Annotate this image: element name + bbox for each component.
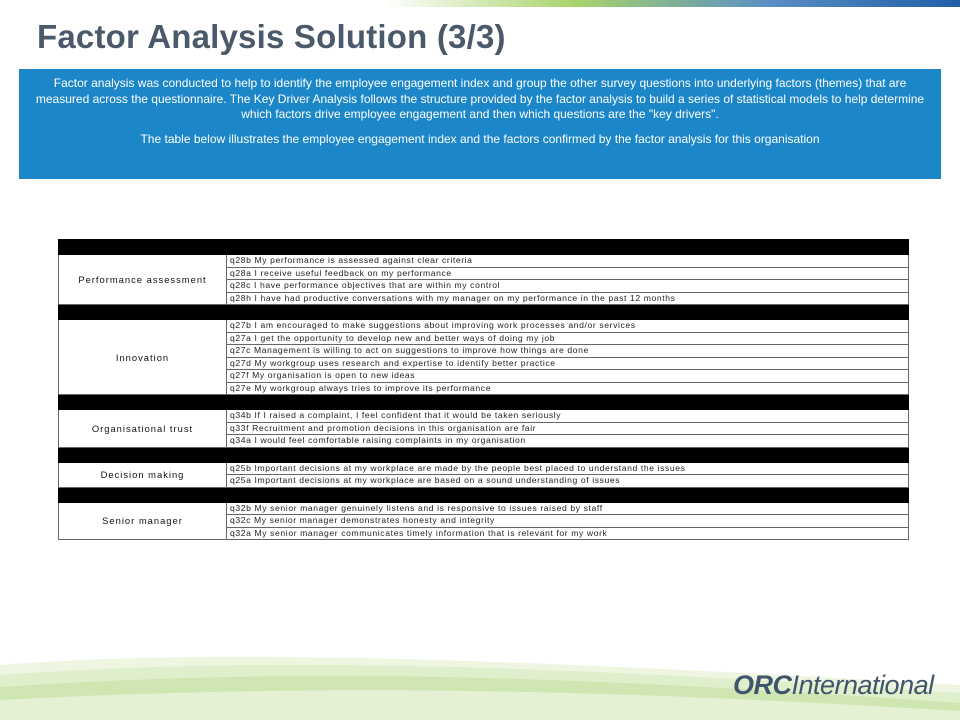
factor-table <box>58 239 909 540</box>
question-cell: q27f My organisation is open to new ideas <box>227 370 909 383</box>
question-cell: q32c My senior manager demonstrates honesty and integrity <box>227 515 909 528</box>
separator-cell <box>59 240 909 255</box>
top-accent-bar <box>0 0 960 7</box>
separator-cell <box>59 487 909 502</box>
table-row <box>59 320 909 333</box>
factor-table-body <box>59 240 909 540</box>
question-cell: q25b Important decisions at my workplace are made by the people best placed to understand the issues <box>227 462 909 475</box>
intro-paragraph-1: Factor analysis was conducted to help to identify the employee engagement index and group the other survey questions into underlying factors (themes) that are measured across the questionnaire. The Key Driver Analysis follows the structure provided by the factor analysis to build a series of statistical models to help determine which factors drive employee engagement and then which questions are the "key drivers". <box>35 76 925 121</box>
logo-part-orc: ORC <box>733 670 792 700</box>
factor-name: Innovation <box>59 320 227 395</box>
factor-name: Organisational trust <box>59 410 227 448</box>
question-cell: q28a I receive useful feedback on my performance <box>227 267 909 280</box>
question-cell: q32a My senior manager communicates timely information that is relevant for my work <box>227 527 909 540</box>
table-row <box>59 410 909 423</box>
question-cell: q25a Important decisions at my workplace are based on a sound understanding of issues <box>227 475 909 488</box>
logo-part-international: International <box>791 670 934 700</box>
factor-separator <box>59 487 909 502</box>
question-cell: q28c I have performance objectives that are within my control <box>227 280 909 293</box>
question-cell: q27d My workgroup uses research and expertise to identify better practice <box>227 357 909 370</box>
orc-international-logo <box>733 670 934 701</box>
separator-cell <box>59 395 909 410</box>
question-cell: q32b My senior manager genuinely listens and is responsive to issues raised by staff <box>227 502 909 515</box>
factor-separator <box>59 305 909 320</box>
factor-name: Senior manager <box>59 502 227 540</box>
factor-separator <box>59 447 909 462</box>
factor-separator <box>59 240 909 255</box>
intro-paragraph-2: The table below illustrates the employee engagement index and the factors confirmed by the factor analysis for this organisation <box>140 131 820 146</box>
question-cell: q34a I would feel comfortable raising complaints in my organisation <box>227 435 909 448</box>
question-cell: q27e My workgroup always tries to improve its performance <box>227 382 909 395</box>
separator-cell <box>59 447 909 462</box>
factor-name: Performance assessment <box>59 255 227 305</box>
question-cell: q27b I am encouraged to make suggestions about improving work processes and/or services <box>227 320 909 333</box>
factor-separator <box>59 395 909 410</box>
page-title: Factor Analysis Solution (3/3) <box>37 18 506 55</box>
intro-box <box>19 69 941 179</box>
question-cell: q28h I have had productive conversations with my manager on my performance in the past 12 months <box>227 292 909 305</box>
question-cell: q27c Management is willing to act on suggestions to improve how things are done <box>227 345 909 358</box>
question-cell: q27a I get the opportunity to develop new and better ways of doing my job <box>227 332 909 345</box>
factor-name: Decision making <box>59 462 227 487</box>
table-row <box>59 255 909 268</box>
question-cell: q33f Recruitment and promotion decisions in this organisation are fair <box>227 422 909 435</box>
separator-cell <box>59 305 909 320</box>
table-row <box>59 462 909 475</box>
table-row <box>59 502 909 515</box>
question-cell: q28b My performance is assessed against clear criteria <box>227 255 909 268</box>
question-cell: q34b If I raised a complaint, I feel confident that it would be taken seriously <box>227 410 909 423</box>
